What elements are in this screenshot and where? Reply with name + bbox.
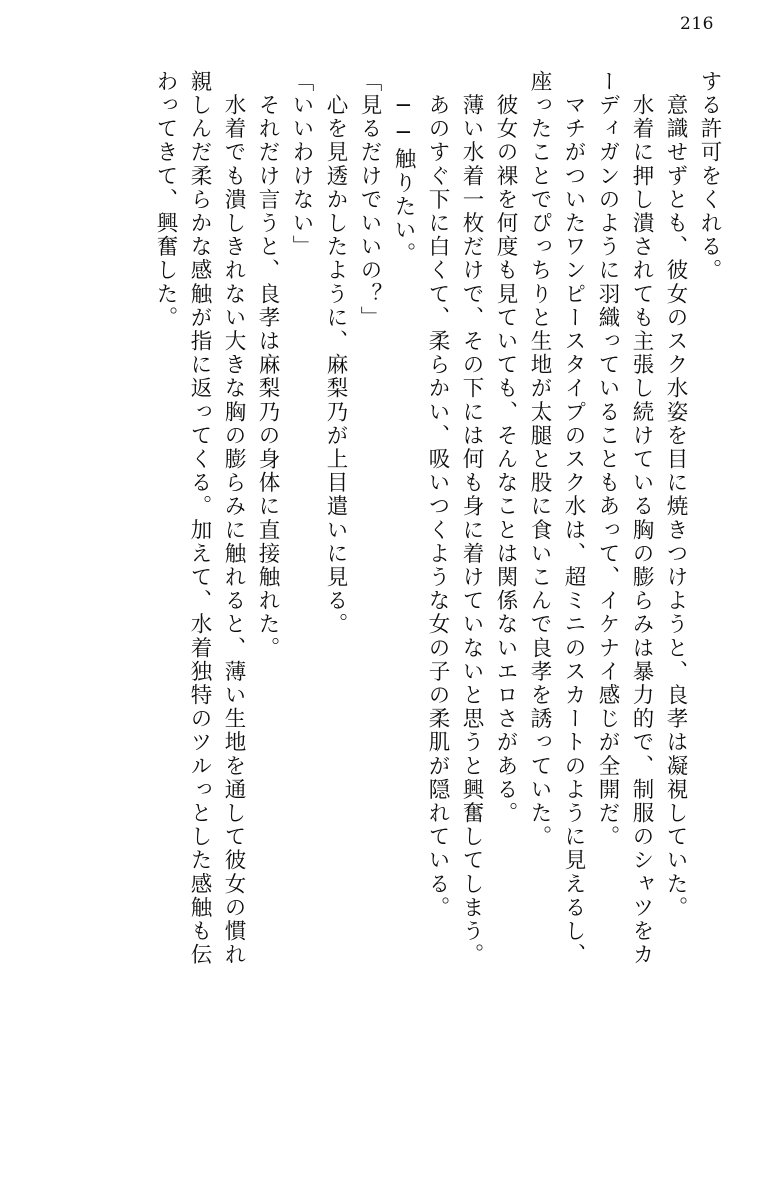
text-line: マチがついたワンピースタイプのスク水は、超ミニのスカートのように見えるし、: [561, 70, 586, 967]
text-line: 「いいわけない」: [289, 70, 314, 259]
text-line: 「見るだけでいいの？」: [357, 70, 382, 330]
text-line: わってきて、興奮した。: [153, 70, 178, 330]
text-line: あのすぐ下に白くて、柔らかい、吸いつくような女の子の柔肌が隠れている。: [425, 70, 450, 920]
text-line: ーディガンのように羽織っていることもあって、イケナイ感じが全開だ。: [595, 70, 620, 849]
text-line: 意識せずとも、彼女のスク水姿を目に焼きつけようと、良孝は凝視していた。: [663, 70, 688, 920]
text-line: 親しんだ柔らかな感触が指に返ってくる。加えて、水着独特のツルっとした感触も伝: [187, 70, 212, 967]
text-line: 水着でも潰しきれない大きな胸の膨らみに触れると、薄い生地を通して彼女の慣れ: [221, 70, 246, 967]
text-line: 薄い水着一枚だけで、その下には何も身に着けていないと思うと興奮してしまう。: [459, 70, 484, 967]
text-line: する許可をくれる。: [697, 70, 722, 283]
text-line: ──触りたい。: [391, 70, 416, 266]
text-line: 心を見透かしたように、麻梨乃が上目遣いに見る。: [323, 70, 348, 637]
text-line: 座ったことでぴっちりと生地が太腿と股に食いこんで良孝を誘っていた。: [527, 70, 552, 849]
text-line: それだけ言うと、良孝は麻梨乃の身体に直接触れた。: [255, 70, 280, 660]
page-text-body: [52, 70, 720, 1152]
text-line: 彼女の裸を何度も見ていても、そんなことは関係ないエロさがある。: [493, 70, 518, 826]
text-line: 水着に押し潰されても主張し続けている胸の膨らみは暴力的で、制服のシャツをカ: [629, 70, 654, 967]
page-number: 216: [680, 14, 714, 34]
